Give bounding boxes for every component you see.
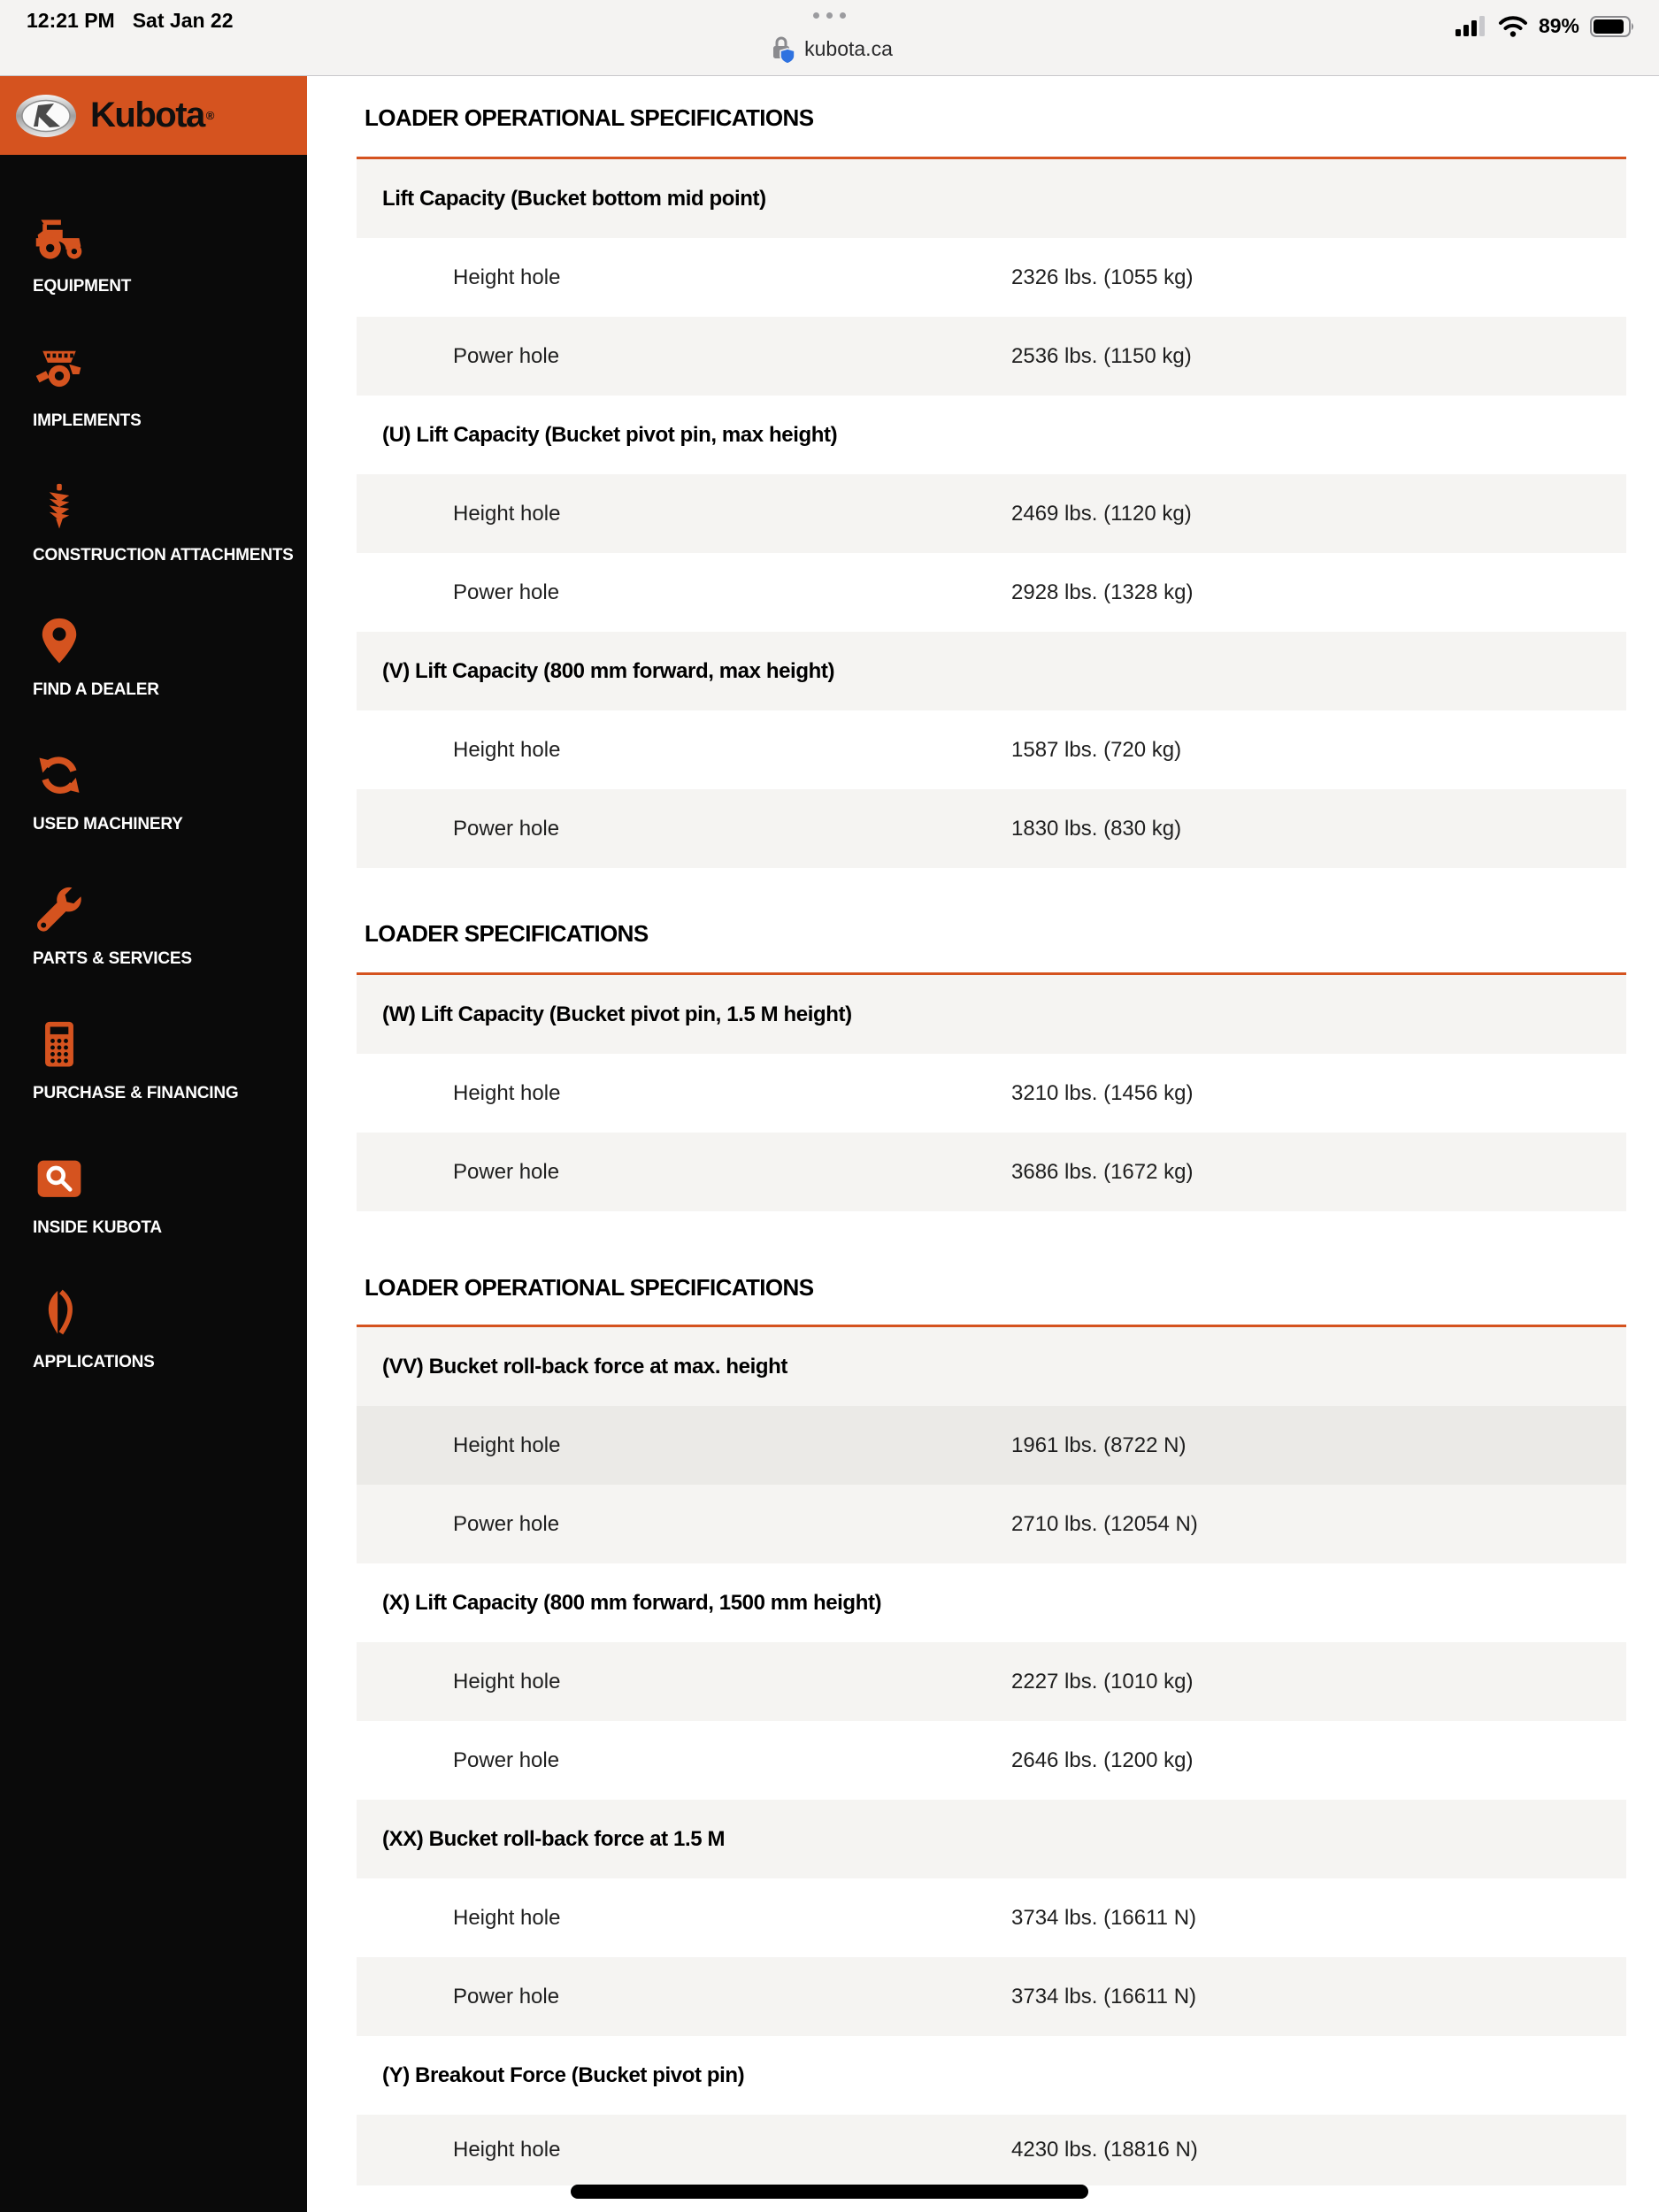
spec-label: Height hole	[453, 737, 561, 762]
sidebar-item-purchase-financing[interactable]	[33, 1020, 307, 1103]
spec-group-header-row	[357, 975, 1626, 1054]
sidebar-item-used-machinery[interactable]	[33, 751, 307, 834]
spec-value: 2469 lbs. (1120 kg)	[1011, 501, 1192, 526]
spec-value: 4230 lbs. (18816 N)	[1011, 2138, 1198, 2162]
spec-page-content	[307, 76, 1659, 2212]
spec-data-row	[357, 1485, 1626, 1563]
spec-label: Height hole	[453, 1080, 561, 1105]
spec-label: Height hole	[453, 1432, 561, 1457]
sidebar-menu	[0, 155, 307, 1372]
spec-value: 3686 lbs. (1672 kg)	[1011, 1159, 1194, 1184]
spec-group-title: (X) Lift Capacity (800 mm forward, 1500 mm height)	[382, 1590, 882, 1615]
kubota-wordmark: Kubota	[90, 96, 204, 134]
sidebar-item-label: INSIDE KUBOTA	[33, 1218, 162, 1237]
cellular-signal-icon	[1454, 15, 1487, 38]
sidebar-nav	[0, 76, 307, 2212]
url-text: kubota.ca	[804, 36, 893, 60]
spec-data-row	[357, 1054, 1626, 1133]
spec-group-title: (V) Lift Capacity (800 mm forward, max height)	[382, 658, 835, 683]
spec-data-row	[357, 1957, 1626, 2036]
refresh-arrows-icon	[33, 751, 86, 803]
spec-group-title: (Y) Breakout Force (Bucket pivot pin)	[382, 2062, 745, 2087]
wifi-icon	[1498, 15, 1528, 38]
spec-label: Power hole	[453, 1984, 560, 2008]
calculator-icon	[33, 1020, 86, 1071]
sidebar-item-construction-attachments[interactable]	[33, 482, 307, 565]
spec-section	[307, 105, 1659, 868]
spec-value: 1830 lbs. (830 kg)	[1011, 816, 1182, 841]
spec-value: 2710 lbs. (12054 N)	[1011, 1511, 1198, 1536]
battery-percent: 89%	[1538, 14, 1579, 37]
implement-icon	[33, 348, 86, 399]
spec-group-header-row	[357, 1800, 1626, 1878]
status-indicators	[1454, 14, 1636, 38]
address-bar[interactable]	[0, 34, 1659, 64]
spec-value: 2536 lbs. (1150 kg)	[1011, 343, 1192, 368]
spec-data-row	[357, 1878, 1626, 1957]
home-indicator[interactable]	[571, 2185, 1088, 2199]
auger-icon	[33, 482, 86, 534]
sidebar-item-applications[interactable]	[33, 1289, 307, 1372]
spec-label: Power hole	[453, 816, 560, 841]
spec-group-header-row	[357, 396, 1626, 474]
spec-value: 3210 lbs. (1456 kg)	[1011, 1080, 1194, 1105]
spec-label: Height hole	[453, 1669, 561, 1694]
spec-label: Power hole	[453, 343, 560, 368]
battery-icon	[1590, 15, 1636, 38]
sidebar-item-label: CONSTRUCTION ATTACHMENTS	[33, 546, 294, 565]
spec-table	[357, 972, 1626, 1211]
spec-value: 3734 lbs. (16611 N)	[1011, 1984, 1197, 2008]
spec-data-row	[357, 710, 1626, 789]
spec-group-header-row	[357, 632, 1626, 710]
magnifier-icon	[33, 1155, 86, 1206]
spec-group-title: (U) Lift Capacity (Bucket pivot pin, max height)	[382, 422, 838, 447]
spec-label: Height hole	[453, 265, 561, 289]
page-dots-icon[interactable]	[0, 7, 1659, 23]
sidebar-item-implements[interactable]	[33, 348, 307, 431]
spec-section	[307, 1275, 1659, 2185]
spec-value: 2646 lbs. (1200 kg)	[1011, 1747, 1194, 1772]
kubota-logo[interactable]	[0, 76, 307, 155]
spec-group-header-row	[357, 2036, 1626, 2115]
registered-mark: ®	[205, 109, 215, 122]
sidebar-item-label: USED MACHINERY	[33, 815, 183, 833]
spec-data-row	[357, 553, 1626, 632]
spec-data-row	[357, 1721, 1626, 1800]
spec-label: Power hole	[453, 1159, 560, 1184]
spec-data-row	[357, 789, 1626, 868]
browser-top-bar	[0, 0, 1659, 76]
status-time: 12:21 PM	[27, 9, 115, 32]
map-pin-icon	[33, 617, 86, 668]
spec-label: Power hole	[453, 580, 560, 604]
section-heading: LOADER OPERATIONAL SPECIFICATIONS	[365, 1274, 814, 1301]
spec-value: 2928 lbs. (1328 kg)	[1011, 580, 1194, 604]
spec-data-row	[357, 1642, 1626, 1721]
sidebar-item-label: EQUIPMENT	[33, 277, 132, 296]
wrench-icon	[33, 886, 86, 937]
spec-data-row	[357, 1133, 1626, 1211]
sidebar-item-equipment[interactable]	[33, 213, 307, 296]
leaf-icon	[33, 1289, 86, 1340]
spec-group-title: (XX) Bucket roll-back force at 1.5 M	[382, 1826, 726, 1851]
spec-group-title: (W) Lift Capacity (Bucket pivot pin, 1.5 M height)	[382, 1002, 852, 1026]
spec-label: Height hole	[453, 2138, 561, 2162]
status-date: Sat Jan 22	[132, 9, 234, 32]
spec-value: 1587 lbs. (720 kg)	[1011, 737, 1182, 762]
spec-label: Height hole	[453, 1905, 561, 1930]
tractor-icon	[33, 213, 86, 265]
spec-value: 1961 lbs. (8722 N)	[1011, 1432, 1187, 1457]
sidebar-item-inside-kubota[interactable]	[33, 1155, 307, 1238]
spec-table	[357, 157, 1626, 868]
spec-data-row	[357, 1406, 1626, 1485]
spec-label: Power hole	[453, 1747, 560, 1772]
spec-value: 2326 lbs. (1055 kg)	[1011, 265, 1194, 289]
spec-value: 2227 lbs. (1010 kg)	[1011, 1669, 1194, 1694]
sidebar-item-label: IMPLEMENTS	[33, 411, 142, 430]
spec-data-row	[357, 317, 1626, 396]
spec-data-row	[357, 474, 1626, 553]
sidebar-item-find-a-dealer[interactable]	[33, 617, 307, 700]
section-heading: LOADER OPERATIONAL SPECIFICATIONS	[365, 104, 814, 131]
spec-label: Height hole	[453, 501, 561, 526]
spec-section	[307, 921, 1659, 1211]
sidebar-item-parts-services[interactable]	[33, 886, 307, 969]
section-heading: LOADER SPECIFICATIONS	[365, 920, 649, 947]
lock-shield-icon	[766, 34, 796, 64]
sidebar-item-label: PURCHASE & FINANCING	[33, 1084, 239, 1102]
spec-data-row	[357, 2115, 1626, 2185]
spec-value: 3734 lbs. (16611 N)	[1011, 1905, 1197, 1930]
spec-group-header-row	[357, 159, 1626, 238]
spec-group-header-row	[357, 1563, 1626, 1642]
spec-label: Power hole	[453, 1511, 560, 1536]
spec-table	[357, 1325, 1626, 2185]
sidebar-item-label: PARTS & SERVICES	[33, 949, 192, 968]
kubota-emblem-icon	[14, 93, 78, 139]
sidebar-item-label: FIND A DEALER	[33, 680, 159, 699]
spec-group-title: Lift Capacity (Bucket bottom mid point)	[382, 186, 766, 211]
spec-data-row	[357, 238, 1626, 317]
spec-group-header-row	[357, 1327, 1626, 1406]
spec-group-title: (VV) Bucket roll-back force at max. height	[382, 1354, 787, 1379]
sidebar-item-label: APPLICATIONS	[33, 1353, 155, 1371]
